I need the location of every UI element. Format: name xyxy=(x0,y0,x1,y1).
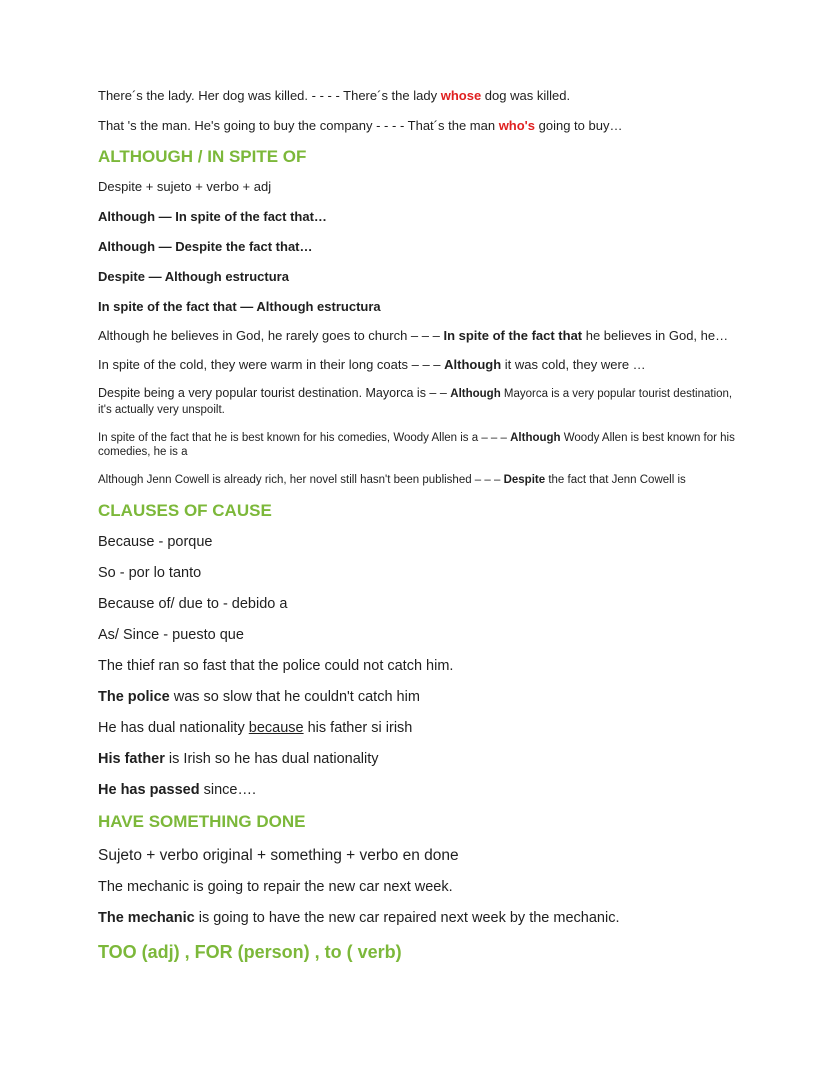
cause-item-because: Because - porque xyxy=(98,534,213,550)
have-done-example-1: The mechanic is going to repair the new car next week. xyxy=(98,879,453,895)
have-done-example-2: The mechanic is going to have the new car repaired next week by the mechanic. xyxy=(98,910,620,926)
document-page xyxy=(98,86,738,963)
cause-example-3: He has dual nationality because his father si irish xyxy=(98,720,413,736)
cause-example-5: He has passed since…. xyxy=(98,782,256,798)
heading-although: ALTHOUGH / IN SPITE OF xyxy=(98,147,307,166)
although-example-5: Although Jenn Cowell is already rich, her novel still hasn't been published – – – Despite the fact that Jenn Cowell is xyxy=(98,474,686,486)
although-example-3: Despite being a very popular tourist destination. Mayorca is – – Although Mayorca is a very popular tourist destination, it's actually very unspoilt. xyxy=(98,386,733,416)
although-example-4: In spite of the fact that he is best known for his comedies, Woody Allen is a – – – Although Woody Allen is best known for his comedies, he is a xyxy=(98,432,735,458)
cause-example-4: His father is Irish so he has dual nationality xyxy=(98,751,379,767)
although-rule-1: Although — In spite of the fact that… xyxy=(98,209,327,224)
although-rule-3: Despite — Although estructura xyxy=(98,269,289,284)
heading-have-something-done: HAVE SOMETHING DONE xyxy=(98,812,306,831)
although-rule-2: Although — Despite the fact that… xyxy=(98,239,313,254)
heading-clauses-of-cause: CLAUSES OF CAUSE xyxy=(98,501,272,520)
although-formula: Despite + sujeto + verbo + adj xyxy=(98,179,272,194)
heading-too-for-to: TOO (adj) , FOR (person) , to ( verb) xyxy=(98,942,402,962)
cause-item-because-of: Because of/ due to - debido a xyxy=(98,596,288,612)
highlight-whose: whose xyxy=(440,88,482,103)
although-example-2: In spite of the cold, they were warm in their long coats – – – Although it was cold, they were … xyxy=(98,357,646,372)
highlight-whos: who's xyxy=(498,118,536,133)
cause-example-2: The police was so slow that he couldn't catch him xyxy=(98,689,420,705)
cause-example-1: The thief ran so fast that the police could not catch him. xyxy=(98,658,454,674)
underlined-because: because xyxy=(248,720,304,736)
although-rule-4: In spite of the fact that — Although estructura xyxy=(98,299,381,314)
cause-item-so: So - por lo tanto xyxy=(98,565,202,581)
cause-item-as-since: As/ Since - puesto que xyxy=(98,627,244,643)
have-done-formula: Sujeto + verbo original + something + verbo en done xyxy=(98,847,459,864)
intro-line-2: That 's the man. He's going to buy the company - - - - That´s the man who's going to buy… xyxy=(98,118,623,133)
intro-line-1: There´s the lady. Her dog was killed. - - - - There´s the lady whose dog was killed. xyxy=(98,88,571,103)
although-example-1: Although he believes in God, he rarely goes to church – – – In spite of the fact that he believes in God, he… xyxy=(98,328,729,343)
